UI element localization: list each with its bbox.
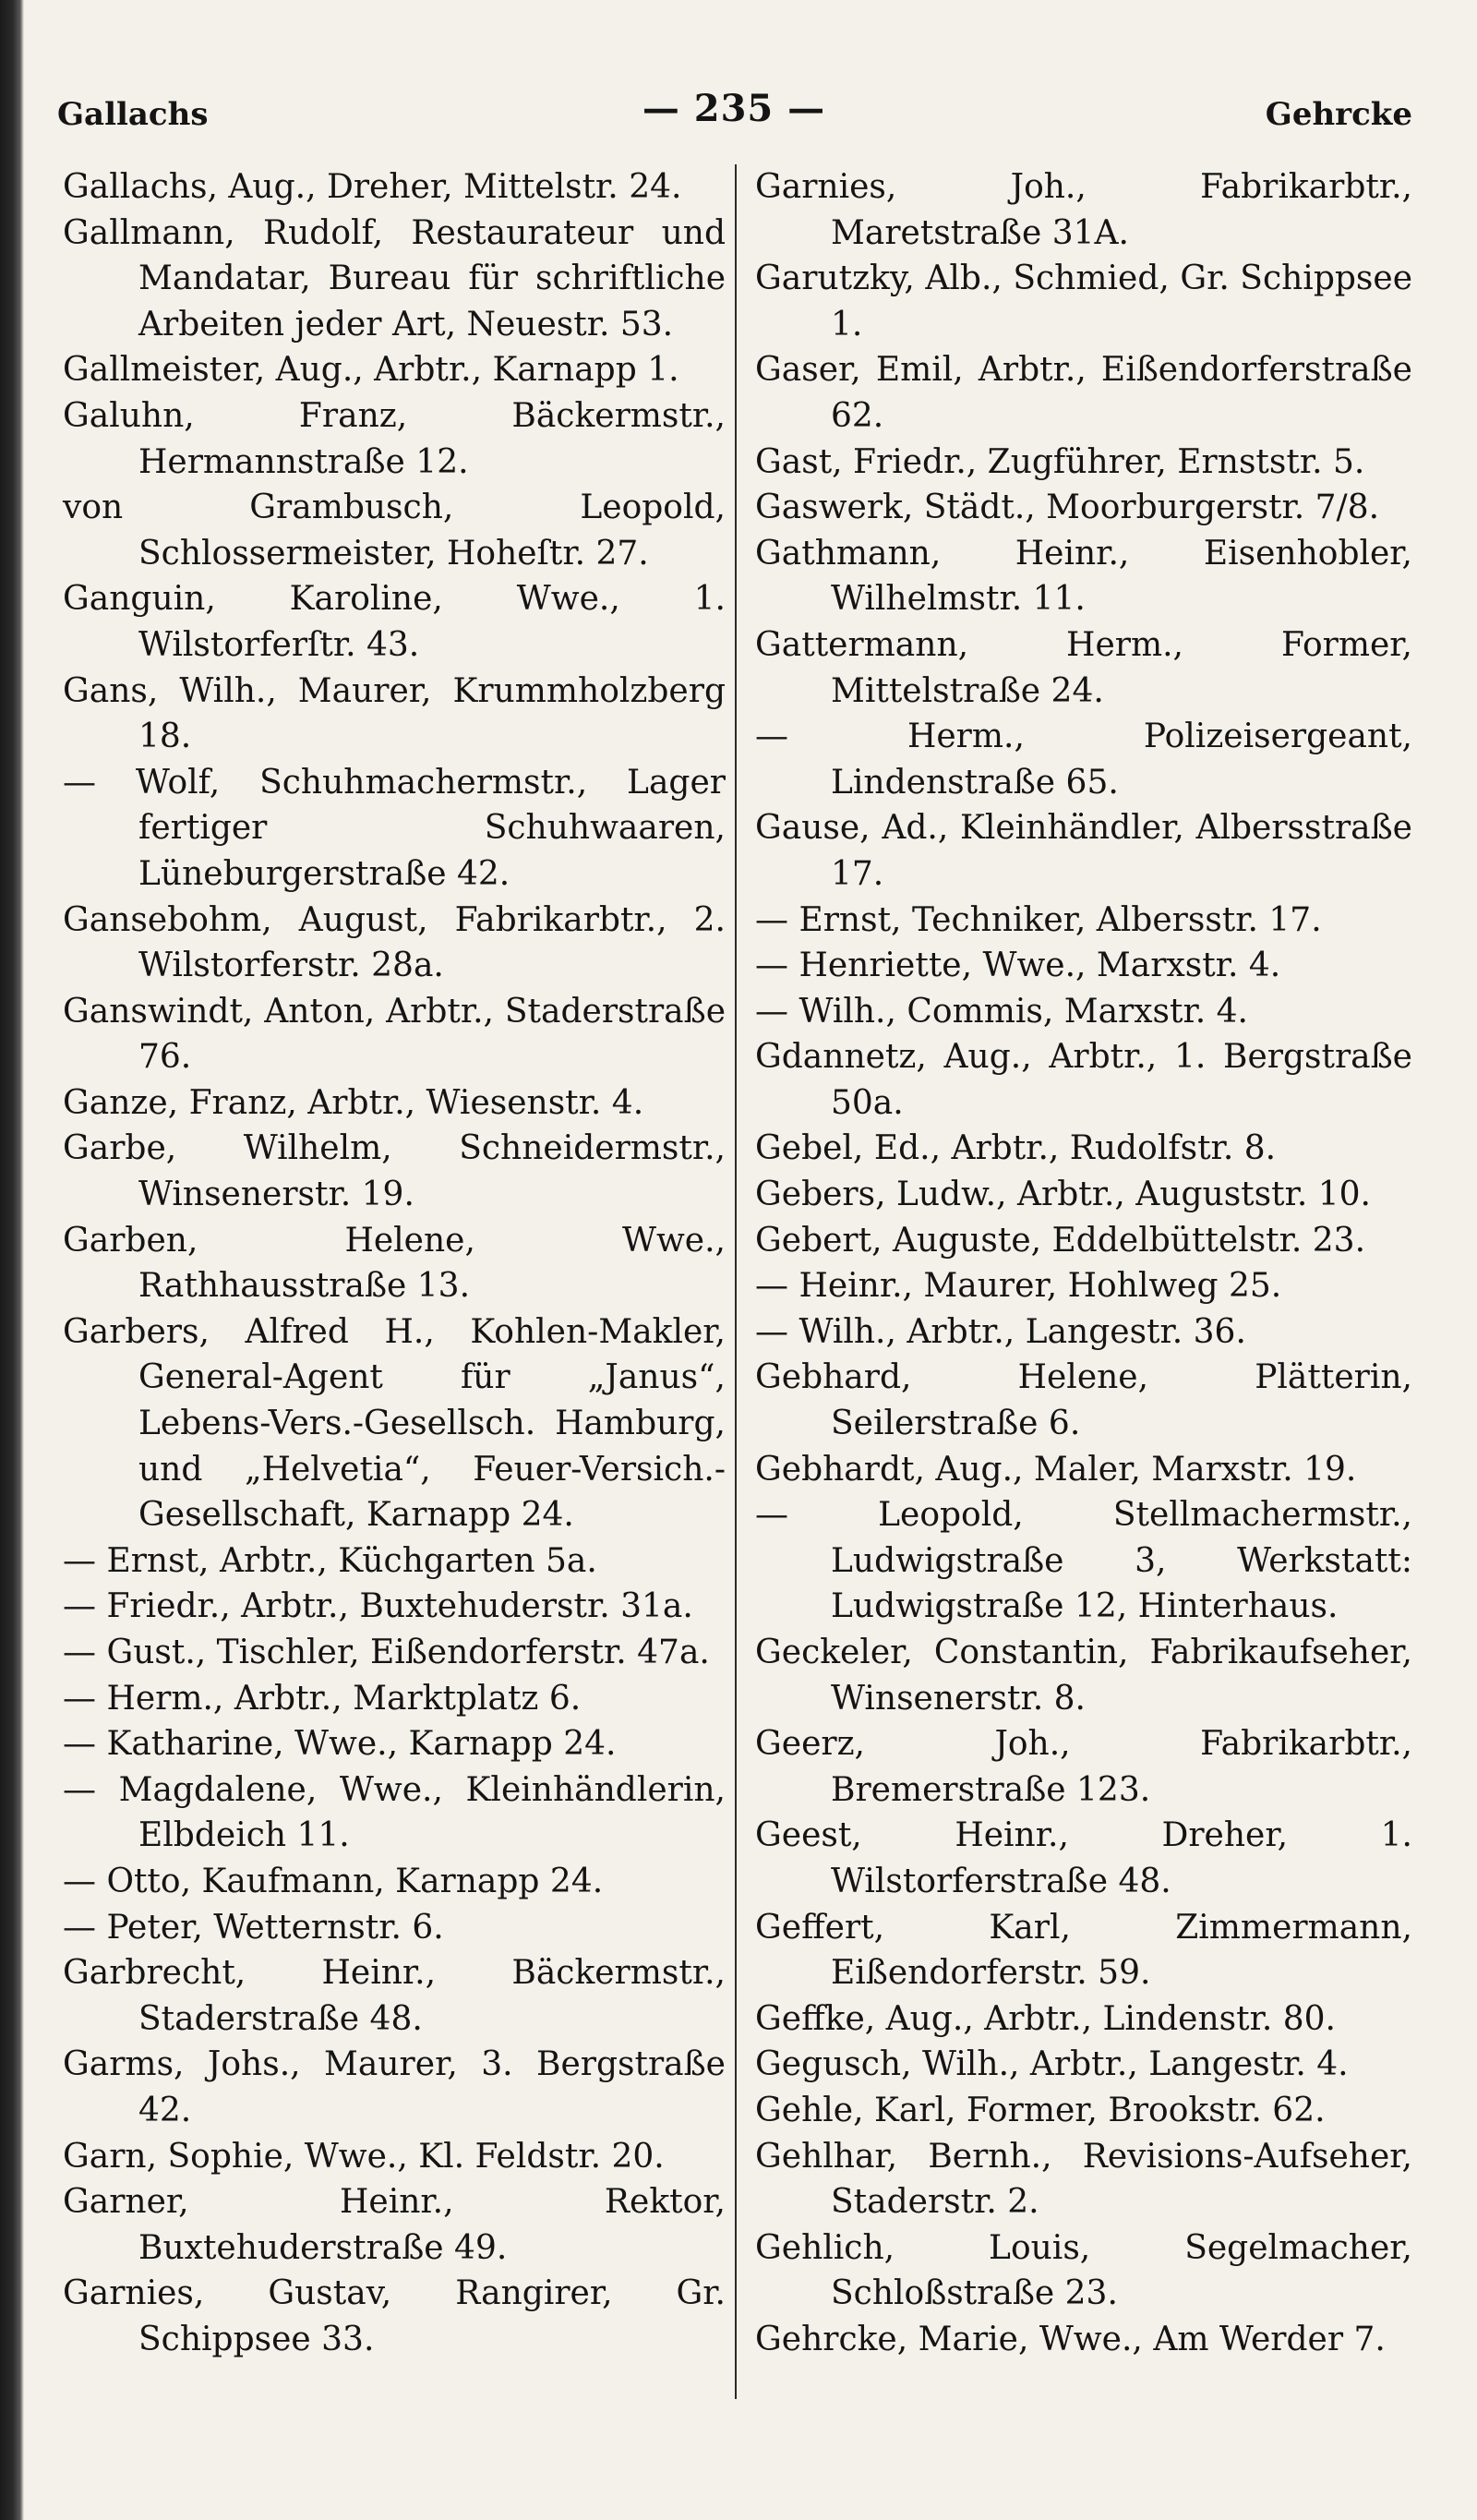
directory-entry: Gegusch, Wilh., Arbtr., Langestr. 4. [755,2045,1349,2084]
directory-entry: Gehlich, Louis, Segelmacher, Schloßstraße 23. [755,2228,1412,2313]
directory-entry: Ganswindt, Anton, Arbtr., Staderstraße 76. [63,992,726,1077]
directory-entry: — Gust., Tischler, Eißendorferstr. 47a. [63,1634,710,1671]
directory-entry: Gebel, Ed., Arbtr., Rudolfstr. 8. [755,1129,1277,1168]
directory-entry: Geerz, Joh., Fabrikarbtr., Bremerstraße 123. [755,1725,1412,1809]
directory-entry: Gehrcke, Marie, Wwe., Am Werder 7. [755,2320,1386,2358]
directory-entry: Garnies, Joh., Fabrikarbtr., Maretstraße 31A. [755,168,1412,252]
directory-entry: — Ernst, Arbtr., Küchgarten 5a. [63,1541,597,1580]
right-column [755,164,1412,2491]
entry-columns [55,164,1412,2491]
directory-entry: Gehle, Karl, Former, Brookstr. 62. [755,2091,1326,2129]
directory-entry: Garnies, Gustav, Rangirer, Gr. Schippsee 33. [63,2274,726,2358]
directory-entry: — Ernst, Techniker, Albersstr. 17. [755,900,1322,939]
directory-entry: Gebert, Auguste, Eddelbüttelstr. 23. [755,1221,1366,1260]
directory-entry: — Wilh., Arbtr., Langestr. 36. [755,1312,1246,1351]
directory-entry: — Peter, Wetternstr. 6. [63,1908,444,1947]
directory-entry: Gaswerk, Städt., Moorburgerstr. 7/8. [755,488,1380,527]
directory-entry: Gattermann, Herm., Former, Mittelstraße 24. [755,625,1412,710]
directory-entry: Geffke, Aug., Arbtr., Lindenstr. 80. [755,1999,1336,2038]
directory-entry: — Herm., Polizeisergeant, Lindenstraße 65. [755,717,1412,802]
directory-entry: Ganze, Franz, Arbtr., Wiesenstr. 4. [63,1083,644,1122]
directory-entry: — Henriette, Wwe., Marxstr. 4. [755,947,1281,985]
directory-entry: Garbers, Alfred H., Kohlen-Makler, General-Agent für „Janus“, Lebens-Vers.-Gesellsch. Hamburg, und „Helvetia“, Feuer-Versich.-Gesellschaft, Karnapp 24. [63,1312,726,1535]
column-divider [735,164,737,2399]
directory-entry: Geckeler, Constantin, Fabrikaufseher, Winsenerstr. 8. [755,1634,1412,1718]
directory-entry: Ganguin, Karoline, Wwe., 1. Wilstorferſtr. 43. [63,580,726,664]
directory-entry: Garbe, Wilhelm, Schneidermstr., Winsenerstr. 19. [63,1129,726,1214]
directory-entry: Gebers, Ludw., Arbtr., Auguststr. 10. [755,1176,1371,1214]
binding-edge [0,0,24,2520]
directory-entry: Galuhn, Franz, Bäckermstr., Hermannstraße 12. [63,396,726,481]
directory-entry: Gdannetz, Aug., Arbtr., 1. Bergstraße 50a. [755,1038,1412,1122]
directory-entry: — Herm., Arbtr., Marktplatz 6. [63,1679,582,1718]
directory-entry: Geest, Heinr., Dreher, 1. Wilstorferstraße 48. [755,1816,1412,1900]
directory-entry: — Wilh., Commis, Marxstr. 4. [755,992,1248,1031]
directory-entry: Geffert, Karl, Zimmermann, Eißendorferstr. 59. [755,1908,1412,1993]
directory-entry: — Heinr., Maurer, Hohlweg 25. [755,1267,1282,1306]
header-first-entry: Gallachs [57,96,209,133]
directory-entry: Gallachs, Aug., Dreher, Mittelstr. 24. [63,168,682,206]
directory-entry: Gathmann, Heinr., Eisenhobler, Wilhelmstr. 11. [755,534,1412,619]
directory-entry: Gast, Friedr., Zugführer, Ernststr. 5. [755,442,1365,481]
directory-entry: Gebhardt, Aug., Maler, Marxstr. 19. [755,1450,1357,1489]
directory-entry: — Leopold, Stellmachermstr., Ludwigstraße 3, Werkstatt: Ludwigstraße 12, Hinterhaus. [755,1496,1412,1626]
directory-entry: Gallmeister, Aug., Arbtr., Karnapp 1. [63,351,679,390]
directory-entry: von Grambusch, Leopold, Schlossermeister, Hoheſtr. 27. [63,488,726,573]
directory-entry: Gause, Ad., Kleinhändler, Albersstraße 17. [755,809,1412,893]
header-last-entry: Gehrcke [1265,96,1412,133]
directory-entry: — Katharine, Wwe., Karnapp 24. [63,1725,617,1764]
directory-entry: Garbrecht, Heinr., Bäckermstr., Staderstraße 48. [63,1954,726,2038]
directory-entry: Gallmann, Rudolf, Restaurateur und Mandatar, Bureau für schriftliche Arbeiten jeder Art, Neuestr. 53. [63,213,726,344]
left-column [63,164,726,2491]
directory-entry: Garutzky, Alb., Schmied, Gr. Schippsee 1. [755,259,1412,344]
directory-entry: — Magdalene, Wwe., Kleinhändlerin, Elbdeich 11. [63,1770,726,1855]
directory-page [55,79,1412,2499]
directory-entry: Gansebohm, August, Fabrikarbtr., 2. Wilstorferstr. 28a. [63,900,726,985]
directory-entry: Garner, Heinr., Rektor, Buxtehuderstraße 49. [63,2183,726,2267]
directory-entry: Gans, Wilh., Maurer, Krummholzberg 18. [63,671,726,756]
directory-entry: Gehlhar, Bernh., Revisions-Aufseher, Staderstr. 2. [755,2137,1412,2222]
directory-entry: Garms, Johs., Maurer, 3. Bergstraße 42. [63,2045,726,2129]
directory-entry: — Friedr., Arbtr., Buxtehuderstr. 31a. [63,1587,693,1626]
page-header [55,79,1412,146]
directory-entry: Garn, Sophie, Wwe., Kl. Feldstr. 20. [63,2137,665,2176]
directory-entry: Garben, Helene, Wwe., Rathhausstraße 13. [63,1221,726,1306]
directory-entry: — Wolf, Schuhmachermstr., Lager fertiger Schuhwaaren, Lüneburgerstraße 42. [63,763,726,893]
directory-entry: — Otto, Kaufmann, Karnapp 24. [63,1862,604,1900]
page-number: — 235 — [642,87,826,130]
directory-entry: Gaser, Emil, Arbtr., Eißendorferstraße 62. [755,351,1412,435]
directory-entry: Gebhard, Helene, Plätterin, Seilerstraße 6. [755,1358,1412,1443]
